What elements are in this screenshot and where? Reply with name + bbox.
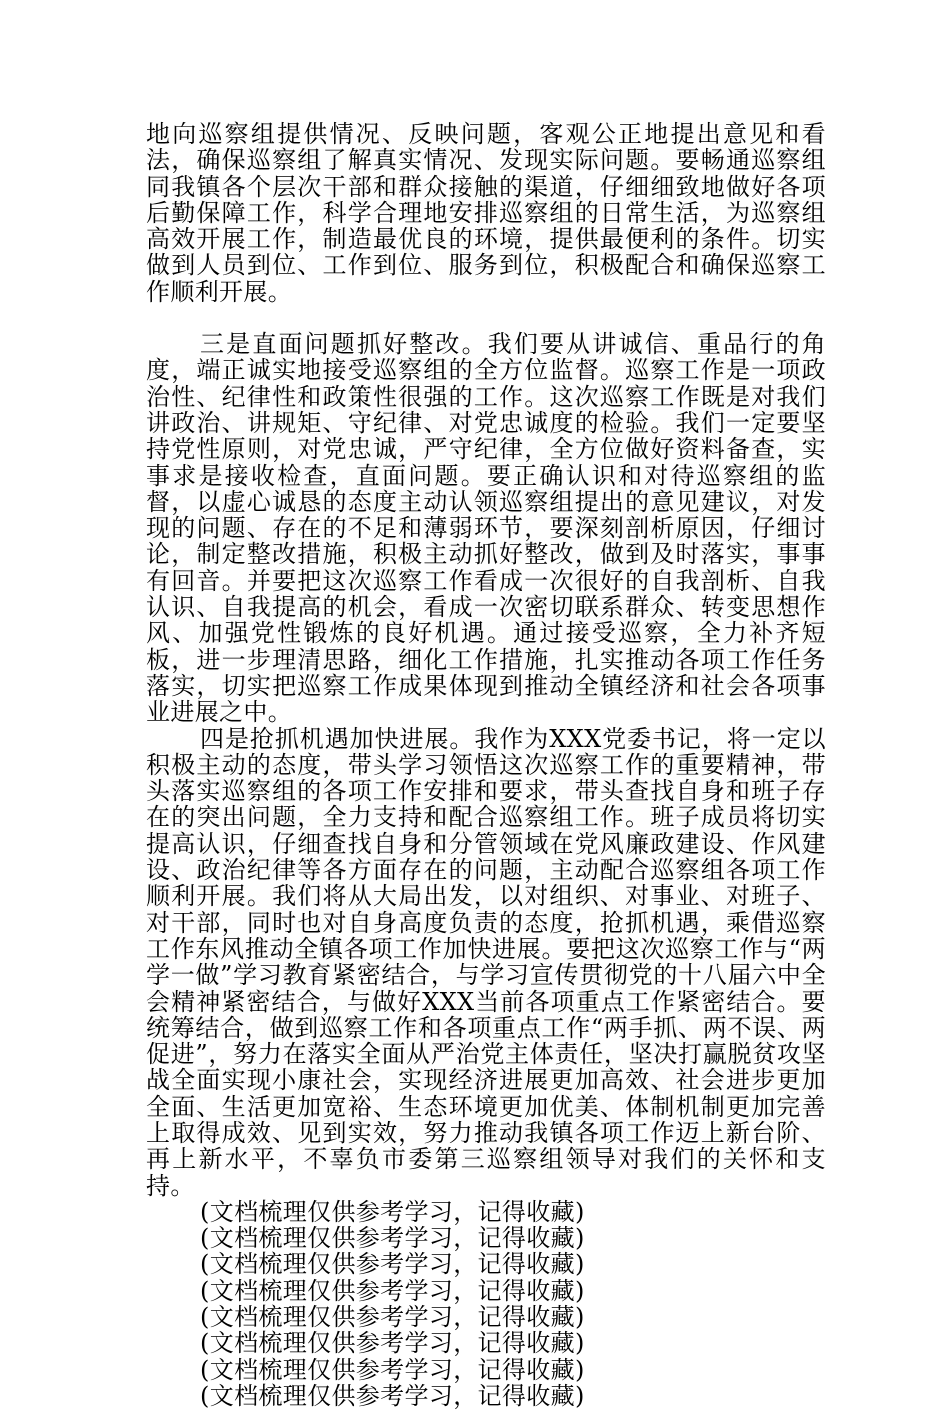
paragraph-gap <box>146 305 826 331</box>
note-line: (文档梳理仅供参考学习，记得收藏) <box>200 1276 585 1305</box>
note-line: (文档梳理仅供参考学习，记得收藏) <box>200 1224 585 1253</box>
note-line: (文档梳理仅供参考学习，记得收藏) <box>200 1250 585 1279</box>
paragraph-continuation: 地向巡察组提供情况、反映问题，客观公正地提出意见和看法，确保巡察组了解真实情况、发现实际问题。要畅通巡察组同我镇各个层次干部和群众接触的渠道，仔细细致地做好各项后勤保障工作，科学合理地安排巡察组的日常生活，为巡察组高效开展工作，制造最优良的环境，提供最便利的条件。切实做到人员到位、工作到位、服务到位，积极配合和确保巡察工作顺利开展。 <box>146 120 826 306</box>
note-line: (文档梳理仅供参考学习，记得收藏) <box>200 1329 585 1358</box>
document-page <box>146 121 826 1409</box>
note-line: (文档梳理仅供参考学习，记得收藏) <box>200 1381 585 1410</box>
paragraph-rectification: 三是直面问题抓好整改。我们要从讲诚信、重品行的角度，端正诚实地接受巡察组的全方位监督。巡察工作是一项政治性、纪律性和政策性很强的工作。这次巡察工作既是对我们讲政治、讲规矩、守纪律、对党忠诚度的检验。我们一定要坚持党性原则，对党忠诚，严守纪律，全方位做好资料备查，实事求是接收检查，直面问题。要正确认识和对待巡察组的监督，以虚心诚恳的态度主动认领巡察组提出的意见建议，对发现的问题、存在的不足和薄弱环节，要深刻剖析原因，仔细讨论，制定整改措施，积极主动抓好整改，做到及时落实，事事有回音。并要把这次巡察工作看成一次很好的自我剖析、自我认识、自我提高的机会，看成一次密切联系群众、转变思想作风、加强党性锻炼的良好机遇。通过接受巡察，全力补齐短板，进一步理清思路，细化工作措施，扎实推动各项工作任务落实，切实把巡察工作成果体现到推动全镇经济和社会各项事业进展之中。 <box>146 330 826 727</box>
paragraph-opportunity: 四是抢抓机遇加快进展。我作为XXX党委书记，将一定以积极主动的态度，带头学习领悟这次巡察工作的重要精神，带头落实巡察组的各项工作安排和要求，带头查找自身和班子存在的突出问题，全力支持和配合巡察组工作。班子成员将切实提高认识，仔细查找自身和分管领域在党风廉政建设、作风建设、政治纪律等各方面存在的问题，主动配合巡察组各项工作顺利开展。我们将从大局出发，以对组织、对事业、对班子、对干部，同时也对自身高度负责的态度，抢抓机遇，乘借巡察工作东风推动全镇各项工作加快进展。要把这次巡察工作与“两学一做”学习教育紧密结合，与学习宣传贯彻党的十八届六中全会精神紧密结合，与做好XXX当前各项重点工作紧密结合。要统筹结合，做到巡察工作和各项重点工作“两手抓、两不误、两促进”，努力在落实全面从严治党主体责任，坚决打赢脱贫攻坚战全面实现小康社会，实现经济进展更加高效、社会进步更加全面、生活更加宽裕、生态环境更加优美、体制机制更加完善上取得成效、见到实效，努力推动我镇各项工作迈上新台阶、再上新水平，不辜负市委第三巡察组领导对我们的关怀和支持。 <box>146 724 826 1200</box>
note-line: (文档梳理仅供参考学习，记得收藏) <box>200 1303 585 1332</box>
note-line: (文档梳理仅供参考学习，记得收藏) <box>200 1355 585 1384</box>
note-line: (文档梳理仅供参考学习，记得收藏) <box>200 1197 585 1226</box>
